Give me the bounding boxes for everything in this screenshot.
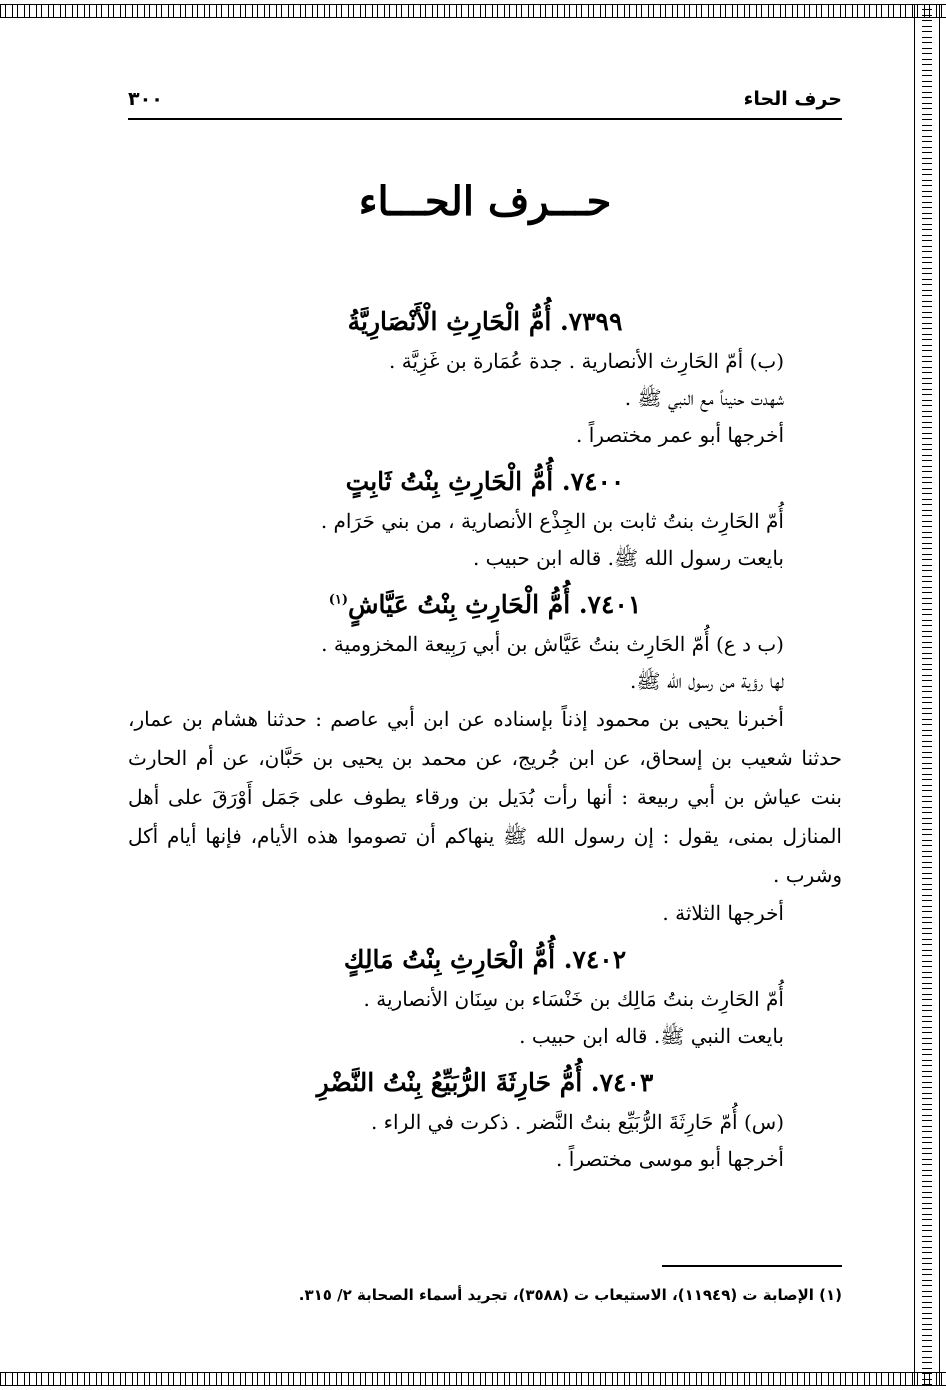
entry-7402 xyxy=(128,942,842,1055)
decorative-border-top xyxy=(0,4,946,18)
entry-7403 xyxy=(128,1065,842,1178)
entry-paragraph xyxy=(128,700,842,895)
running-header xyxy=(128,80,842,120)
entry-line: أُمّ الحَارِث بنتُ مَالِك بن خَنْسَاء بن سِنَان الأنصارية . xyxy=(363,987,784,1011)
entry-line: (ب) أمّ الحَارِث الأنصارية . جدة عُمَارة بن غَزِيَّة . xyxy=(389,349,784,373)
footnote-separator xyxy=(662,1265,842,1267)
entry-line: بايعت رسول الله ﷺ. قاله ابن حبيب . xyxy=(472,546,784,570)
page-number: ٣٠٠ xyxy=(128,88,163,110)
running-title: حرف الحاء xyxy=(743,88,842,110)
paragraph-text: أخبرنا يحيى بن محمود إذناً بإسناده عن ابن أبي عاصم : حدثنا هشام بن عمار، حدثنا شعيب بن إسحاق، عن ابن جُريج، عن محمد بن يحيى بن حَبَّان، عن أم الحارث بنت عياش بن أبي ربيعة : أنها رأت بُدَيل بن ورقاء يطوف على جَمَل أَوْرَقَ على أهل المنازل بمنى، يقول : إن رسول الله ﷺ ينهاكم أن تصوموا هذه الأيام، فإنها أيام أكل وشرب . xyxy=(128,707,842,887)
footnote-marker: (١) xyxy=(328,592,349,608)
entry-line: شهدت حنيناً مع النبي ﷺ . xyxy=(624,386,784,410)
entry-line: أُمّ الحَارِث بنتُ ثابت بن الجِذْع الأنصارية ، من بني حَرَام . xyxy=(320,509,784,533)
entry-heading xyxy=(128,587,842,622)
entry-heading-text: ٧٤٠١. أُمُّ الْحَارِثِ بِنْتُ عَيَّاشٍ xyxy=(348,590,642,619)
entry-line: (س) أُمّ حَارِثَةَ الرُّبَيِّع بنتُ النَّضر . ذكرت في الراء . xyxy=(370,1110,784,1134)
entry-line: أخرجها أبو عمر مختصراً . xyxy=(576,423,784,447)
entry-line: (ب د ع) أُمّ الحَارِث بنتُ عَيَّاش بن أبي رَبِيعة المخزومية . xyxy=(321,632,784,656)
decorative-border-right xyxy=(914,4,940,1386)
entry-7400 xyxy=(128,464,842,577)
entry-line: بايعت النبي ﷺ. قاله ابن حبيب . xyxy=(519,1024,784,1048)
chapter-title: حـــرف الحـــاء xyxy=(358,178,612,225)
entry-7399 xyxy=(128,304,842,454)
book-page xyxy=(128,80,842,1320)
decorative-border-bottom xyxy=(0,1372,946,1386)
entry-heading: ٧٤٠٣. أُمُّ حَارِثَةَ الرُّبَيِّعُ بِنْتُ النَّضْرِ xyxy=(316,1068,654,1097)
entry-heading: ٧٣٩٩. أُمُّ الْحَارِثِ الْأَنْصَارِيَّةُ xyxy=(347,307,623,336)
entry-line: أخرجها أبو موسى مختصراً . xyxy=(556,1147,784,1171)
entry-line: لها رؤية من رسول الله ﷺ. xyxy=(629,669,784,693)
paragraph-indent xyxy=(784,707,842,731)
entry-heading: ٧٤٠٠. أُمُّ الْحَارِثِ بِنْتُ ثَابِتٍ xyxy=(345,467,625,496)
entry-heading: ٧٤٠٢. أُمُّ الْحَارِثِ بِنْتُ مَالِكٍ xyxy=(343,945,627,974)
footnote: (١) الإصابة ت (١١٩٤٩)، الاستيعاب ت (٣٥٨٨)، تجريد أسماء الصحابة ٢/ ٣١٥. xyxy=(298,1286,842,1304)
entry-7401 xyxy=(128,587,842,932)
entry-line: أخرجها الثلاثة . xyxy=(662,901,784,925)
